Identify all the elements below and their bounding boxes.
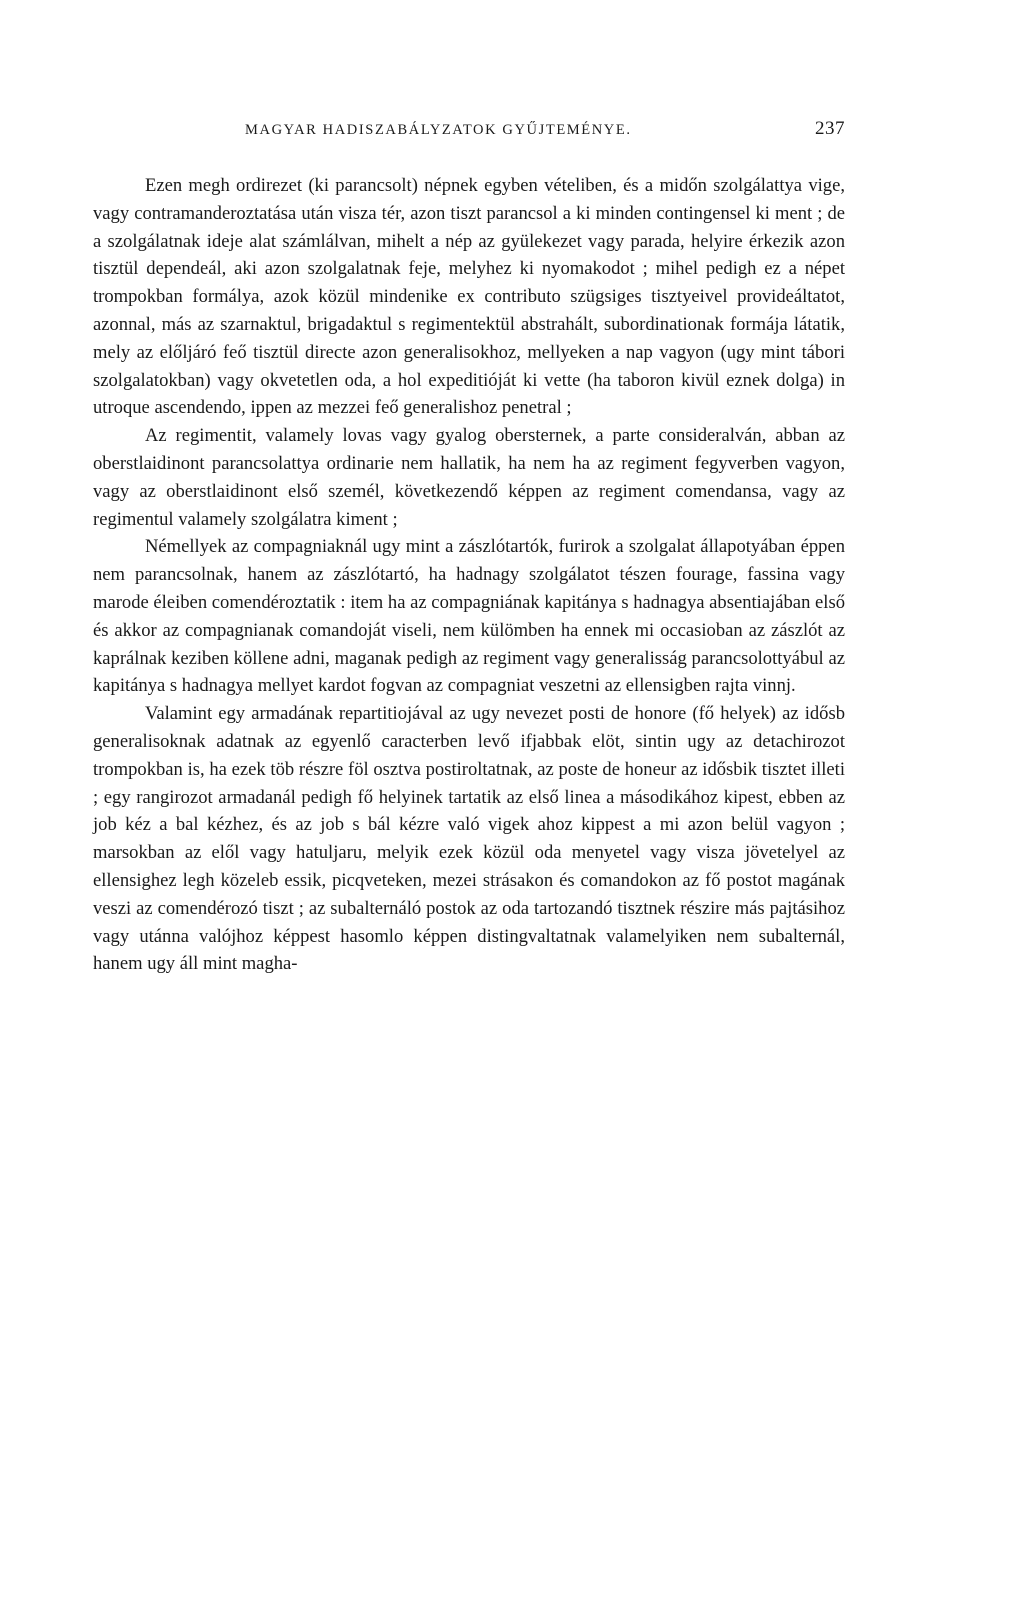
paragraph-4: Valamint egy armadának repartitiojával az ugy nevezet posti de honore (fő helyek) az idősb generalisoknak adatnak az egyenlő caracterben levő ifjabbak elöt, sintin ugy az detachirozot trompokban is, ha ezek töb részre föl osztva postiroltatnak, az poste de honeur az idősbik tisztet illeti ; egy rangirozot armadanál pedigh fő helyinek tartatik az első linea a másodikához kipest, ebben az job kéz a bal kézhez, és az job s bál kézre való vigek ahoz kippest a mi azon belül vagyon ; marsokban az elől vagy hatuljaru, melyik ezek közül oda menyetel vagy visza jövetelyel az ellensighez legh közeleb essik, picqveteken, mezei strásakon és comandokon az fő postot magának veszi az comendérozó tiszt ; az subalternáló postok az oda tartozandó tisztnek részire más pajtásihoz vagy utánna valójhoz képpest hasomlo képpen distingvaltatnak valamelyiken nem subalternál, hanem ugy áll mint magha- (93, 703, 845, 975)
running-title: MAGYAR HADISZABÁLYZATOK GYŰJTEMÉNYE. (245, 122, 632, 138)
paragraph-1: Ezen megh ordirezet (ki parancsolt) népnek egyben vételiben, és a midőn szolgálattya vige, vagy contramanderoztatása után visza tér, azon tiszt parancsol a ki minden contingensel ki ment ; de a szolgálatnak ideje alat számlálvan, mihelt a nép az gyülekezet vagy parada, helyire érkezik azon tisztül dependeál, aki azon szolgalatnak feje, melyhez ki nyomakodot ; mihel pedigh ez a népet trompokban formálya, azok közül mindenike ex contributo szügsiges tisztyeivel provideáltatot, azonnal, más az szarnaktul, brigadaktul s regimentektül abstrahált, subordinationak formája látatik, mely az előljáró feő tisztül directe azon generalisokhoz, mellyeken a nap vagyon (ugy mint tábori szolgalatokban) vagy okvetetlen oda, a hol expeditióját ki vette (ha taboron kivül eznek dolga) in utroque ascendendo, ippen az mezzei feő generalishoz penetral ; (93, 175, 845, 419)
paragraph-2: Az regimentit, valamely lovas vagy gyalog obersternek, a parte consideralván, abban az oberstlaidinont parancsolattya ordinarie nem hallatik, ha nem ha az regiment fegyverben vagyon, vagy az oberstlaidinont első személ, következendő képpen az regiment comendansa, vagy az regimentul valamely szolgálatra kiment ; (93, 425, 845, 530)
running-head (93, 118, 845, 142)
body-text (93, 172, 845, 978)
page-number: 237 (815, 118, 845, 139)
paragraph-3: Némellyek az compagniaknál ugy mint a zászlótartók, furirok a szolgalat állapotyában éppen nem parancsolnak, hanem az zászlótartó, ha hadnagy szolgálatot tészen fourage, fassina vagy marode éleiben comendéroztatik : item ha az compagniának kapitánya s hadnagya absentiajában első és akkor az compagnianak comandoját viseli, nem külömben ha ennek mi occasioban az zászlót az kaprálnak keziben köllene adni, maganak pedigh az regiment vagy generalisság parancsolottyábul az kapitánya s hadnagya mellyet kardot fogvan az compagniat veszetni az ellensigben rajta vinnj. (93, 536, 845, 697)
